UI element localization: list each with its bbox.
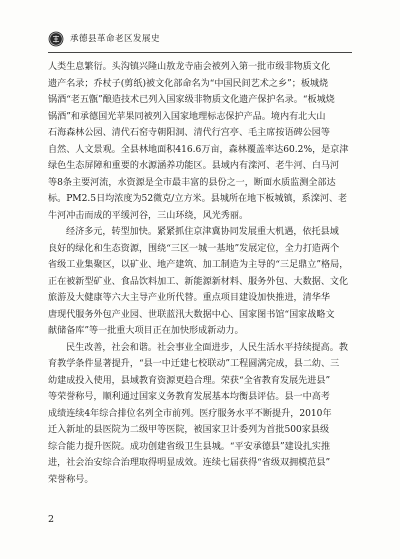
text-line: 人类生息繁衍。头沟镇兴隆山敖龙寺庙会被列入第一批市级非物质文化 bbox=[48, 62, 330, 72]
text-line: 正在被新型矿业、食品饮料加工、新能源新材料、服务外包、大数据、文化 bbox=[48, 276, 349, 287]
text-line: 绿色生态屏障和重要的水源涵养功能区。县域内有滦河、老牛河、白马河 bbox=[48, 161, 340, 171]
text-line: 综合能力提升医院。成功创建省级卫生县城。“平安承德县”建设扎实推 bbox=[48, 441, 331, 452]
text-line: 唐现代服务外包产业园、世联蓝汛大数据中心、国家图书馆“国家战略文 bbox=[48, 309, 335, 320]
text-line: 等8条主要河流，水资源是全市最丰富的县份之一，断面水质监测全部达 bbox=[48, 177, 336, 188]
text-line: 良好的绿化和生态资源，围绕“三区一城一基地”发展定位，全力打造两个 bbox=[48, 243, 340, 254]
text-line: 等荣誉称号，顺利通过国家义务教育发展基本均衡县评估。县一中高考 bbox=[48, 392, 330, 402]
text-line: 幼建成投入使用，县域教育资源更趋合理。荣获“全省教育发展先进县” bbox=[48, 375, 331, 386]
paragraph-2 bbox=[48, 224, 352, 340]
running-title: 承德县革命老区发展史 bbox=[70, 34, 161, 44]
text-line: 锅酒“老五甑”酿造技术已列入国家级非物质文化遗产保护名录。“板城烧 bbox=[48, 95, 335, 105]
seal-emblem-icon bbox=[48, 31, 64, 47]
paragraph-1 bbox=[48, 59, 352, 224]
text-line: 荣誉称号。 bbox=[48, 474, 94, 485]
text-line: 石海森林公园、清代石窑寺朝阳洞、清代行宫亭、毛主席按语碑公园等 bbox=[48, 128, 330, 138]
paragraph-3 bbox=[48, 340, 352, 489]
text-line: 牛河冲击而成的平缓河谷，三山环绕，风光秀丽。 bbox=[48, 210, 249, 221]
running-header bbox=[48, 30, 352, 50]
text-line: 遗产名录；乔杖子(剪纸)被文化部命名为“中国民间艺术之乡”；板城烧 bbox=[48, 78, 329, 89]
page-number: 2 bbox=[48, 514, 55, 525]
text-line: 成绩连续4年综合排位名列全市前列。医疗服务水平不断提升，2010年 bbox=[48, 408, 332, 419]
text-line: 省级工业集聚区，以矿业、地产建筑、加工制造为主导的“三足鼎立”格局， bbox=[48, 260, 349, 270]
text-line: 迁入新址的县医院为二级甲等医院，被国家卫计委列为首批500家县级 bbox=[48, 425, 330, 435]
text-line: 育教学条件显著提升，“县一中迁建七校联动”工程圆满完成，县二幼、三 bbox=[48, 359, 340, 369]
text-line: 民生改善，社会和谐。社会事业全面进步，人民生活水平持续提高。教 bbox=[66, 342, 348, 353]
text-line: 锅酒”和承德国光苹果同被列入国家地理标志保护产品。境内有北大山 bbox=[48, 111, 326, 122]
header-divider bbox=[48, 52, 352, 53]
text-line: 标。PM2.5日均浓度为52微克/立方米。县城所在地下板城镇，系滦河、老 bbox=[48, 194, 348, 204]
text-line: 进，社会治安综合治理取得明显成效。连续七届获得“省级双拥模范县” bbox=[48, 458, 331, 468]
text-line: 自然、人文景观。全县林地面积416.6万亩，森林覆盖率达60.2%，是京津 bbox=[48, 144, 349, 155]
text-line: 献储备库”等一批重大项目正在加快形成新动力。 bbox=[48, 326, 244, 336]
body-text bbox=[48, 59, 352, 488]
text-line: 经济多元，转型加快。紧紧抓住京津冀协同发展重大机遇，依托县域 bbox=[66, 227, 339, 237]
text-line: 旅游及大健康等六大主导产业所代替。重点项目建设加快推进，清华华 bbox=[48, 293, 330, 303]
